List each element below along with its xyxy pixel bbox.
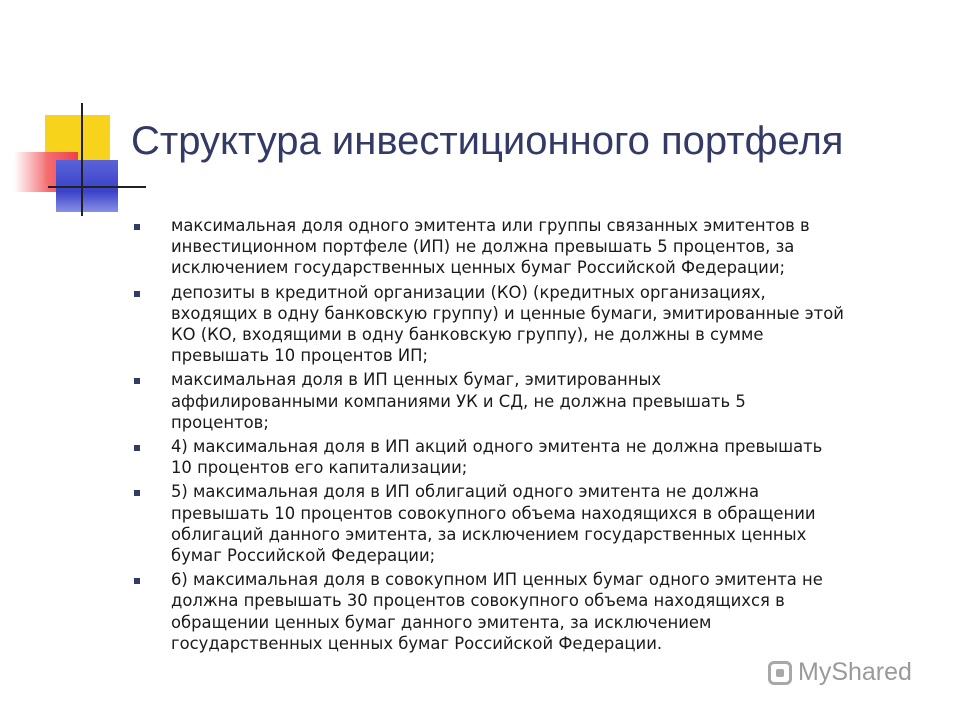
bullet-text: депозиты в кредитной организации (КО) (кредитных организациях, входящих в одну банковскую группу) и ценные бумаги, эмитированные этой КО (КО, входящими в одну банковскую группу), не должны в сумме превышать 10 процентов ИП; (171, 282, 844, 366)
bullet-square-icon (134, 378, 140, 384)
bullet-text: максимальная доля в ИП ценных бумаг, эмитированных аффилированными компаниями УК и СД, не должна превышать 5 процентов; (171, 370, 746, 432)
bullet-square-icon (134, 445, 140, 451)
bullet-square-icon (134, 578, 140, 584)
slide-title: Структура инвестиционного портфеля (131, 119, 844, 163)
bullet-square-icon (134, 224, 140, 230)
bullet-text: 6) максимальная доля в совокупном ИП ценных бумаг одного эмитента не должна превышать 30 процентов совокупного объема находящихся в обращении ценных бумаг данного эмитента, за исключением государственных ценных бумаг Российской Федерации. (171, 570, 823, 653)
bullet-item (132, 436, 937, 478)
myshared-logo-icon (768, 661, 792, 685)
bullet-text: 5) максимальная доля в ИП облигаций одного эмитента не должна превышать 10 процентов совокупного объема находящихся в обращении облигаций данного эмитента, за исключением государственных ценных бумаг Российской Федерации; (171, 482, 816, 566)
bullet-item (132, 481, 937, 566)
decor-vertical-line (81, 103, 83, 216)
bullet-item (132, 369, 937, 433)
watermark (768, 658, 912, 687)
bullet-item (132, 282, 937, 367)
bullet-list (132, 215, 937, 657)
bullet-text: максимальная доля одного эмитента или группы связанных эмитентов в инвестиционном портфеле (ИП) не должна превышать 5 процентов, за исключением государственных ценных бумаг Российской Федерации; (171, 216, 810, 278)
bullet-square-icon (134, 291, 140, 297)
bullet-item (132, 569, 937, 654)
bullet-text: 4) максимальная доля в ИП акций одного эмитента не должна превышать 10 процентов его капитализации; (171, 437, 823, 478)
decor-horizontal-line (48, 186, 146, 188)
bullet-square-icon (134, 490, 140, 496)
watermark-text: MyShared (798, 658, 912, 686)
bullet-item (132, 215, 937, 279)
